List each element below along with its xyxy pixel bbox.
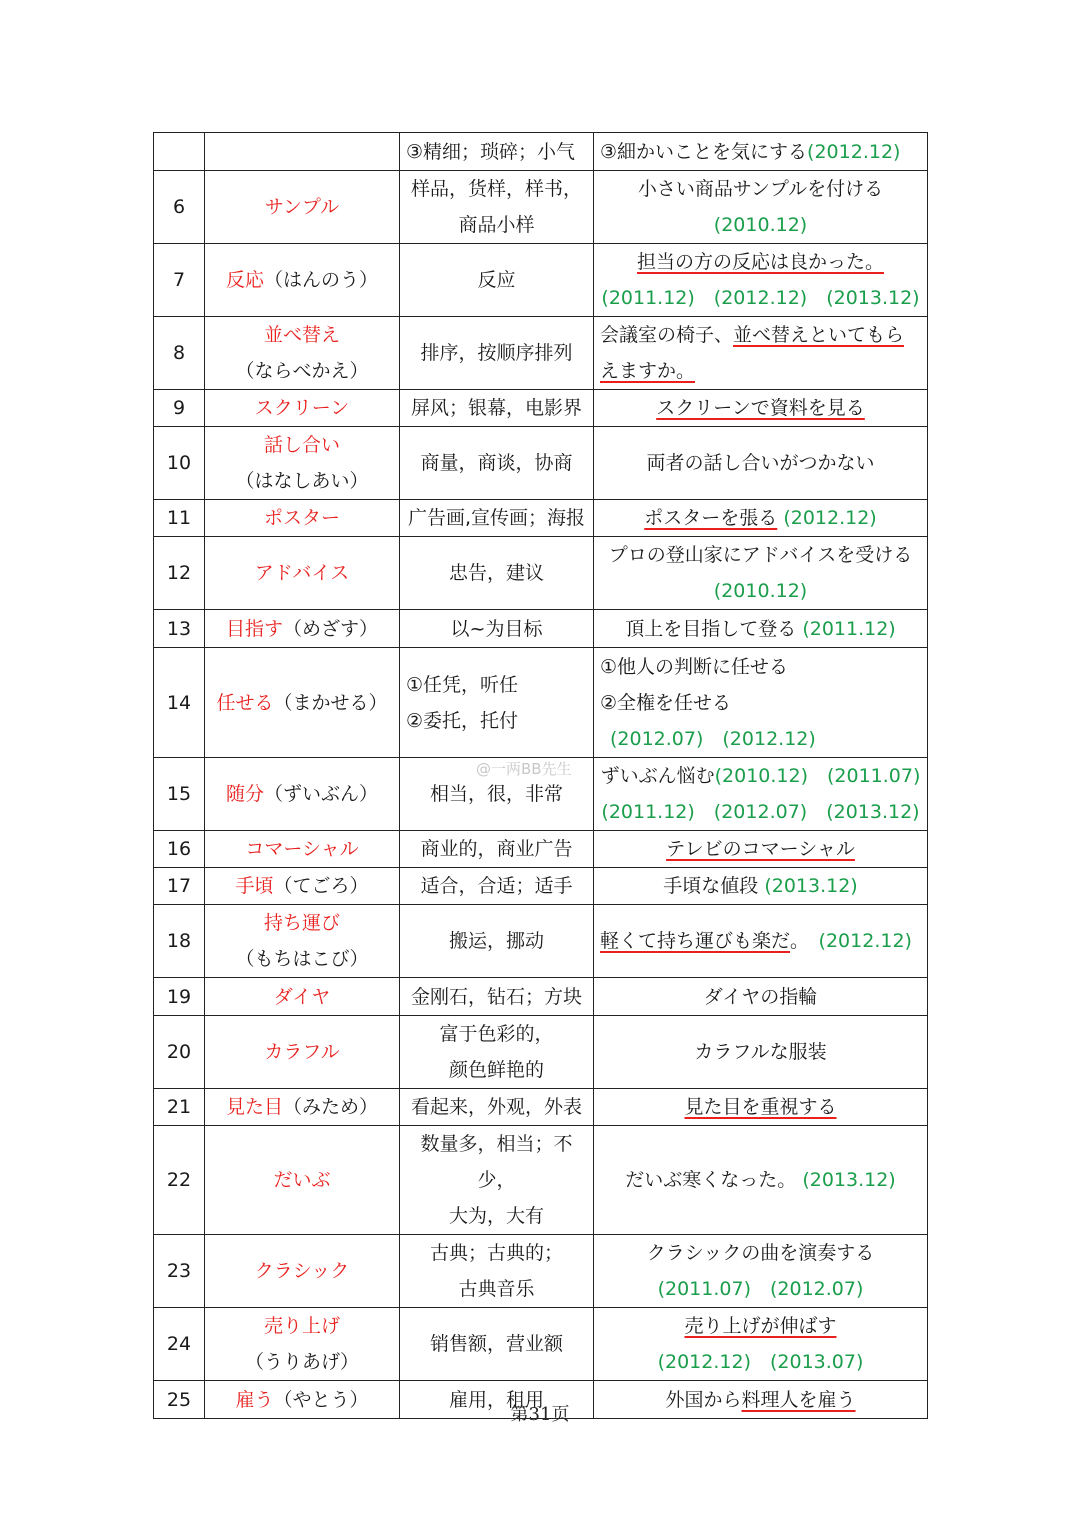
word-reading: （うりあげ） <box>244 1351 359 1373</box>
table-row <box>154 427 928 500</box>
example-cell <box>594 905 928 978</box>
table-row <box>154 1235 928 1308</box>
table-row <box>154 868 928 905</box>
meaning-line: 大为，大有 <box>448 1205 544 1227</box>
meaning-cell: 商量，商谈，协商 <box>400 427 594 500</box>
example-cell <box>594 831 928 868</box>
meaning-line: 古典；古典的； <box>429 1242 563 1264</box>
row-number: 25 <box>154 1381 205 1419</box>
example-line <box>600 244 921 280</box>
example-cell <box>594 317 928 390</box>
example-cell <box>594 1308 928 1381</box>
table-row <box>154 978 928 1016</box>
meaning-cell <box>400 171 594 244</box>
exam-years: (2012.12) <box>818 930 912 952</box>
row-number: 24 <box>154 1308 205 1381</box>
word-cell <box>205 1308 400 1381</box>
word-text: 見た目 <box>225 1096 283 1118</box>
word-reading: （てごろ） <box>273 875 369 897</box>
word-cell <box>205 1089 400 1126</box>
example-cell <box>594 648 928 758</box>
example-cell: ダイヤの指輪 <box>594 978 928 1016</box>
exam-years: (2011.12) (2012.12) (2013.12) <box>601 287 920 309</box>
example-cell <box>594 758 928 831</box>
exam-years: (2013.12) <box>802 1169 896 1191</box>
meaning-cell <box>400 648 594 758</box>
page-number: 第31页 <box>510 1404 570 1425</box>
table-row <box>154 1308 928 1381</box>
word-text: 雇う <box>235 1388 274 1411</box>
word-cell: カラフル <box>205 1016 400 1089</box>
example-cell <box>594 537 928 610</box>
word-text: 随分 <box>225 783 264 805</box>
meaning-cell: ③精细；琐碎；小气 <box>400 133 594 171</box>
meaning-cell <box>400 1126 594 1235</box>
word-cell <box>205 610 400 648</box>
word-cell <box>205 648 400 758</box>
meaning-cell: 看起来，外观，外表 <box>400 1089 594 1126</box>
exam-years: (2012.12) <box>807 140 901 163</box>
word-text: 反応 <box>225 269 264 291</box>
example-text: 頂上を目指して登る <box>625 617 797 640</box>
word-reading: （ならべかえ） <box>235 360 369 382</box>
word-cell: ダイヤ <box>205 978 400 1016</box>
row-number: 18 <box>154 905 205 978</box>
example-text: ③細かいことを気にする <box>600 140 808 163</box>
row-number: 11 <box>154 500 205 537</box>
exam-years: (2012.07) (2012.12) <box>610 727 816 750</box>
word-cell <box>205 244 400 317</box>
table-row <box>154 758 928 831</box>
table-row <box>154 171 928 244</box>
table-row <box>154 244 928 317</box>
exam-years: (2010.12) <box>713 214 808 236</box>
meaning-cell: 雇用，租用 <box>400 1381 594 1419</box>
example-text: プロの登山家にアドバイスを受ける <box>608 544 913 566</box>
row-number: 15 <box>154 758 205 831</box>
meaning-cell: 排序，按顺序排列 <box>400 317 594 390</box>
word-reading: （まかせる） <box>273 691 388 714</box>
word-cell <box>205 758 400 831</box>
word-reading: （めざす） <box>283 617 379 640</box>
word-cell <box>205 427 400 500</box>
example-text: 手頃な値段 <box>663 875 759 897</box>
meaning-cell: 搬运，挪动 <box>400 905 594 978</box>
example-underlined: 料理人を雇う <box>741 1388 856 1411</box>
meaning-line: 商品小样 <box>458 214 535 236</box>
example-underlined: 売り上げが伸ばす <box>684 1315 837 1337</box>
row-number <box>154 133 205 171</box>
row-number: 17 <box>154 868 205 905</box>
example-text: だいぶ寒くなった。 <box>625 1169 797 1191</box>
table-row <box>154 905 928 978</box>
vocabulary-table <box>153 132 928 1419</box>
word-cell: アドバイス <box>205 537 400 610</box>
example-cell <box>594 610 928 648</box>
example-line: ②全権を任せる <box>600 691 732 714</box>
table-row <box>154 133 928 171</box>
word-cell: コマーシャル <box>205 831 400 868</box>
word-reading: （みため） <box>283 1096 379 1118</box>
row-number: 14 <box>154 648 205 758</box>
row-number: 6 <box>154 171 205 244</box>
word-cell: クラシック <box>205 1235 400 1308</box>
meaning-cell: 金刚石，钻石；方块 <box>400 978 594 1016</box>
example-cell <box>594 500 928 537</box>
meaning-cell: 相当，很，非常 <box>400 758 594 831</box>
example-text: 会議室の椅子、 <box>600 324 734 346</box>
table-row <box>154 1126 928 1235</box>
meaning-cell: 忠告，建议 <box>400 537 594 610</box>
word-cell <box>205 133 400 171</box>
example-cell: カラフルな服装 <box>594 1016 928 1089</box>
example-text: クラシックの曲を演奏する <box>646 1242 875 1264</box>
meaning-cell: 反应 <box>400 244 594 317</box>
word-reading: （もちはこび） <box>235 948 369 970</box>
word-text: 任せる <box>216 691 274 714</box>
table-row <box>154 1016 928 1089</box>
word-reading: （はなしあい） <box>235 470 369 492</box>
exam-years: (2011.12) (2012.07) (2013.12) <box>601 801 920 823</box>
word-cell <box>205 317 400 390</box>
word-cell: サンプル <box>205 171 400 244</box>
table-row <box>154 648 928 758</box>
row-number: 13 <box>154 610 205 648</box>
example-text: ずいぶん悩む <box>600 765 715 787</box>
example-cell <box>594 133 928 171</box>
meaning-cell: 广告画,宣传画；海报 <box>400 500 594 537</box>
exam-years: (2011.12) <box>802 617 896 640</box>
table-row <box>154 831 928 868</box>
word-text: 並べ替え <box>263 324 340 346</box>
example-text: 外国から <box>665 1388 742 1411</box>
exam-years: (2012.12) (2013.07) <box>657 1351 864 1373</box>
table-row <box>154 390 928 427</box>
word-cell: ポスター <box>205 500 400 537</box>
word-text: 手頃 <box>235 875 274 897</box>
meaning-line: 样品，货样，样书， <box>410 178 582 200</box>
watermark: @一两BB先生 <box>476 760 572 778</box>
example-underlined: 見た目を重視する <box>684 1096 837 1118</box>
word-cell: スクリーン <box>205 390 400 427</box>
example-line <box>600 1308 921 1344</box>
row-number: 19 <box>154 978 205 1016</box>
row-number: 23 <box>154 1235 205 1308</box>
example-text: 小さい商品サンプルを付ける <box>637 178 884 200</box>
table-row <box>154 1089 928 1126</box>
row-number: 16 <box>154 831 205 868</box>
meaning-line: 古典音乐 <box>458 1278 535 1300</box>
row-number: 22 <box>154 1126 205 1235</box>
table-row <box>154 500 928 537</box>
row-number: 8 <box>154 317 205 390</box>
word-text: 話し合い <box>263 434 340 456</box>
meaning-cell: 以~为目标 <box>400 610 594 648</box>
example-line <box>600 758 921 794</box>
row-number: 12 <box>154 537 205 610</box>
example-cell <box>594 390 928 427</box>
meaning-cell: 适合，合适；适手 <box>400 868 594 905</box>
example-underlined: 担当の方の反応は良かった。 <box>636 251 884 273</box>
row-number: 9 <box>154 390 205 427</box>
exam-years: (2012.12) <box>783 507 877 529</box>
word-cell <box>205 868 400 905</box>
word-cell: だいぶ <box>205 1126 400 1235</box>
example-cell: 両者の話し合いがつかない <box>594 427 928 500</box>
example-cell <box>594 868 928 905</box>
word-text: 売り上げ <box>263 1315 340 1337</box>
table-row <box>154 537 928 610</box>
row-number: 7 <box>154 244 205 317</box>
meaning-line: 颜色鲜艳的 <box>448 1059 544 1081</box>
exam-years: (2011.07) (2012.07) <box>657 1278 864 1300</box>
example-cell <box>594 1126 928 1235</box>
meaning-line: 数量多，相当；不少， <box>420 1133 573 1191</box>
row-number: 21 <box>154 1089 205 1126</box>
row-number: 10 <box>154 427 205 500</box>
table-row <box>154 610 928 648</box>
exam-years: (2013.12) <box>764 875 858 897</box>
example-underlined: 並べ替えといてもらえますか。 <box>600 324 905 382</box>
word-text: 目指す <box>225 617 283 640</box>
example-underlined: ポスターを張る <box>644 507 778 529</box>
word-reading: （ずいぶん） <box>264 783 379 805</box>
meaning-cell: 商业的，商业广告 <box>400 831 594 868</box>
example-line: ①他人の判断に任せる <box>600 655 789 678</box>
example-cell <box>594 244 928 317</box>
exam-years: (2010.12) <box>713 580 808 602</box>
meaning-cell <box>400 1016 594 1089</box>
meaning-cell: 屏风；银幕，电影界 <box>400 390 594 427</box>
example-underlined: スクリーンで資料を見る <box>656 397 865 419</box>
meaning-line: ①任凭，听任 <box>406 673 519 696</box>
example-cell <box>594 1089 928 1126</box>
example-cell <box>594 1235 928 1308</box>
exam-years: (2010.12) (2011.07) <box>714 765 921 787</box>
example-cell <box>594 171 928 244</box>
word-reading: （やとう） <box>273 1388 369 1411</box>
meaning-line: 富于色彩的， <box>439 1023 554 1045</box>
word-text: 持ち運び <box>263 912 340 934</box>
meaning-cell: 销售额，营业额 <box>400 1308 594 1381</box>
example-text: 。 <box>790 930 800 952</box>
row-number: 20 <box>154 1016 205 1089</box>
meaning-cell <box>400 1235 594 1308</box>
word-reading: （はんのう） <box>264 269 379 291</box>
example-underlined: 軽くて持ち運びも楽だ <box>600 930 791 952</box>
table-row <box>154 317 928 390</box>
example-underlined: テレビのコマーシャル <box>666 838 855 860</box>
meaning-line: ②委托，托付 <box>406 709 519 732</box>
word-cell <box>205 905 400 978</box>
